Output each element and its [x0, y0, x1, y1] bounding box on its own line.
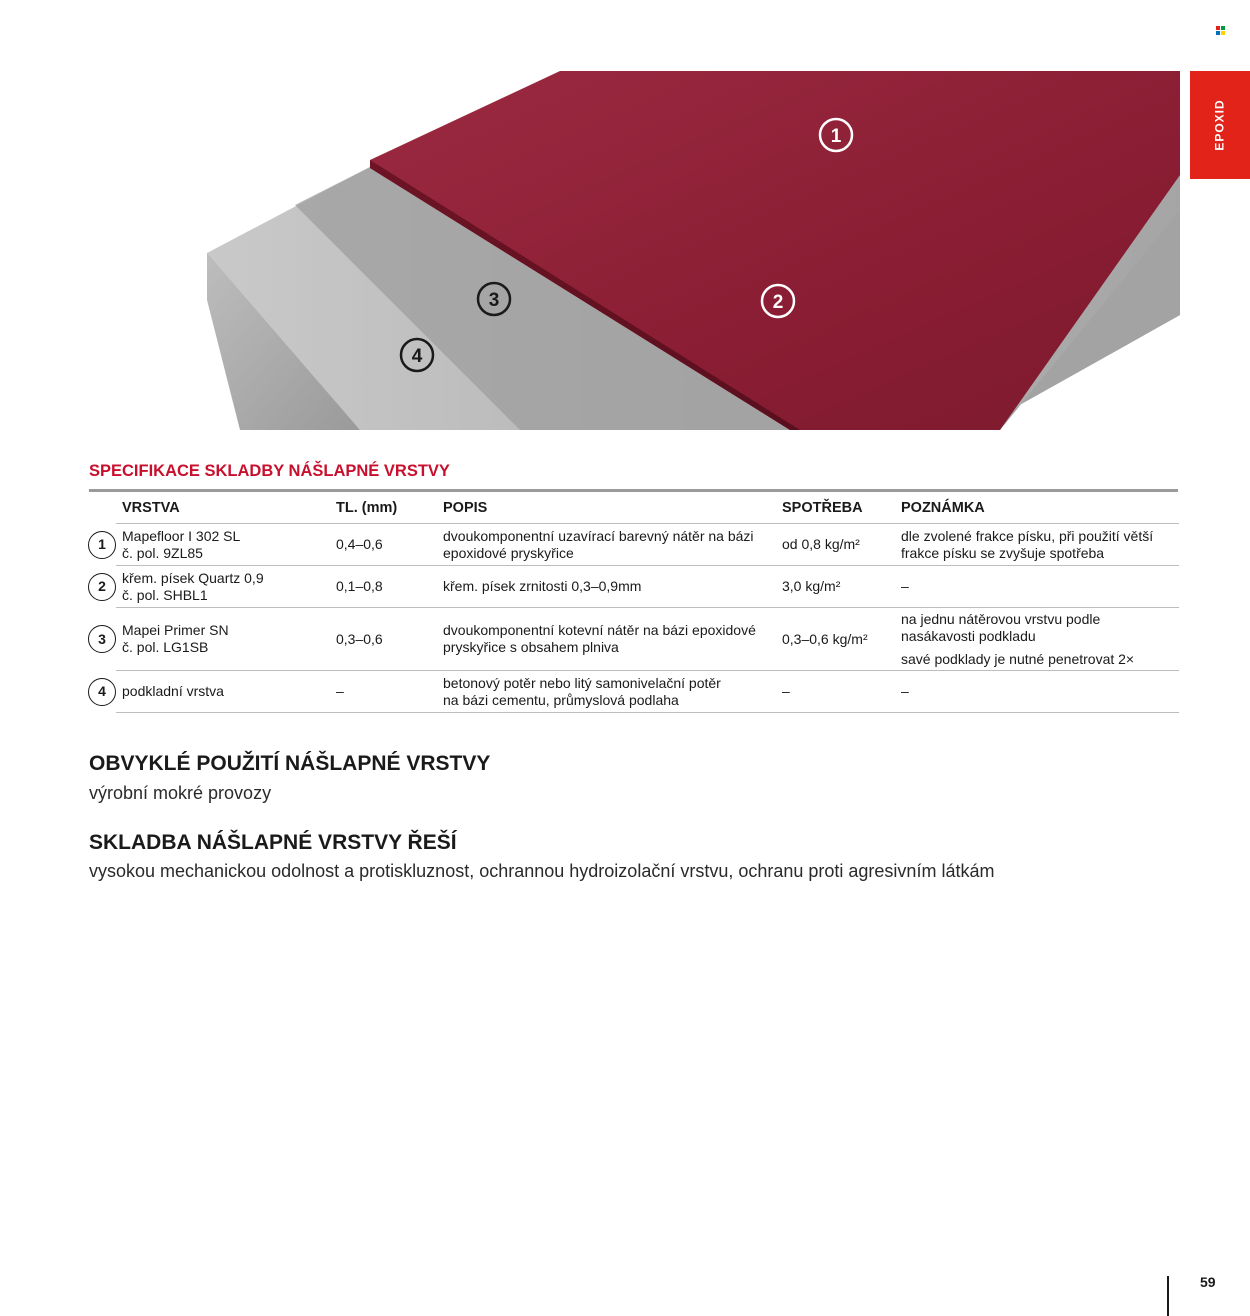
side-tab-label: EPOXID — [1212, 99, 1227, 151]
popis-line: dvoukomponentní kotevní nátěr na bázi epoxidové — [443, 622, 756, 638]
col-vrstva: VRSTVA — [122, 500, 180, 516]
tl-value: – — [330, 671, 437, 713]
popis-line: křem. písek zrnitosti 0,3–0,9mm — [443, 578, 642, 594]
marker-2-label: 2 — [772, 292, 784, 313]
col-popis: POPIS — [443, 500, 488, 516]
popis-line: pryskyřice s obsahem plniva — [443, 639, 619, 655]
table-row — [89, 671, 1179, 713]
poznamka-line: nasákavosti podkladu — [901, 627, 1036, 644]
popis-line: betonový potěr nebo litý samonivelační potěr — [443, 674, 721, 691]
popis-line: na bázi cementu, průmyslová podlaha — [443, 691, 679, 708]
row-number-badge: 3 — [88, 625, 116, 653]
col-poznamka: POZNÁMKA — [901, 500, 985, 516]
spec-header-row — [89, 493, 1179, 524]
usage-heading: OBVYKLÉ POUŽITÍ NÁŠLAPNÉ VRSTVY — [89, 752, 491, 775]
tl-value: 0,3–0,6 — [330, 608, 437, 671]
floor-layers-illustration — [0, 60, 1190, 440]
spotreba-value: – — [776, 671, 895, 713]
vrstva-code: č. pol. LG1SB — [122, 639, 209, 655]
spec-title: SPECIFIKACE SKLADBY NÁŠLAPNÉ VRSTVY — [89, 462, 450, 480]
spec-table — [89, 493, 1179, 713]
table-row — [89, 608, 1179, 671]
poznamka-line: na jednu nátěrovou vrstvu podle — [901, 610, 1101, 627]
vrstva-name: křem. písek Quartz 0,9 — [122, 569, 264, 586]
poznamka-line: frakce písku se zvyšuje spotřeba — [901, 544, 1105, 561]
row-number-badge: 4 — [88, 678, 116, 706]
vrstva-name: Mapei Primer SN — [122, 622, 229, 638]
popis-line: epoxidové pryskyřice — [443, 544, 574, 561]
poznamka-line: savé podklady je nutné penetrovat 2× — [901, 650, 1135, 667]
poznamka-line: – — [901, 578, 909, 594]
row-number-badge: 1 — [88, 531, 116, 559]
page-number-rule — [1167, 1276, 1169, 1316]
side-tab-label-wrap — [1190, 71, 1250, 179]
spec-title-rule — [89, 489, 1178, 492]
spotreba-value: 0,3–0,6 kg/m² — [776, 608, 895, 671]
tl-value: 0,1–0,8 — [330, 566, 437, 608]
marker-1-label: 1 — [830, 126, 842, 147]
brand-logo-mark — [1216, 26, 1225, 35]
poznamka-line: dle zvolené frakce písku, při použití větší — [901, 527, 1154, 544]
solves-heading: SKLADBA NÁŠLAPNÉ VRSTVY ŘEŠÍ — [89, 831, 457, 854]
row-number-badge: 2 — [88, 573, 116, 601]
usage-text: výrobní mokré provozy — [89, 783, 272, 803]
marker-4-label: 4 — [411, 346, 423, 367]
vrstva-code: č. pol. SHBL1 — [122, 586, 208, 603]
vrstva-name: podkladní vrstva — [122, 683, 224, 699]
popis-line: dvoukomponentní uzavírací barevný nátěr na bázi — [443, 527, 754, 544]
col-spotreba: SPOTŘEBA — [782, 500, 863, 516]
vrstva-code: č. pol. 9ZL85 — [122, 544, 203, 561]
spotreba-value: od 0,8 kg/m² — [776, 524, 895, 566]
marker-3-label: 3 — [488, 290, 500, 311]
table-row — [89, 566, 1179, 608]
solves-text: vysokou mechanickou odolnost a protiskluznost, ochrannou hydroizolační vrstvu, ochranu proti agresivním látkám — [89, 861, 995, 881]
poznamka-line: – — [901, 683, 909, 699]
tl-value: 0,4–0,6 — [330, 524, 437, 566]
vrstva-name: Mapefloor I 302 SL — [122, 527, 241, 544]
page-number: 59 — [1200, 1274, 1216, 1290]
col-tl: TL. (mm) — [336, 500, 398, 516]
spotreba-value: 3,0 kg/m² — [776, 566, 895, 608]
table-row — [89, 524, 1179, 566]
